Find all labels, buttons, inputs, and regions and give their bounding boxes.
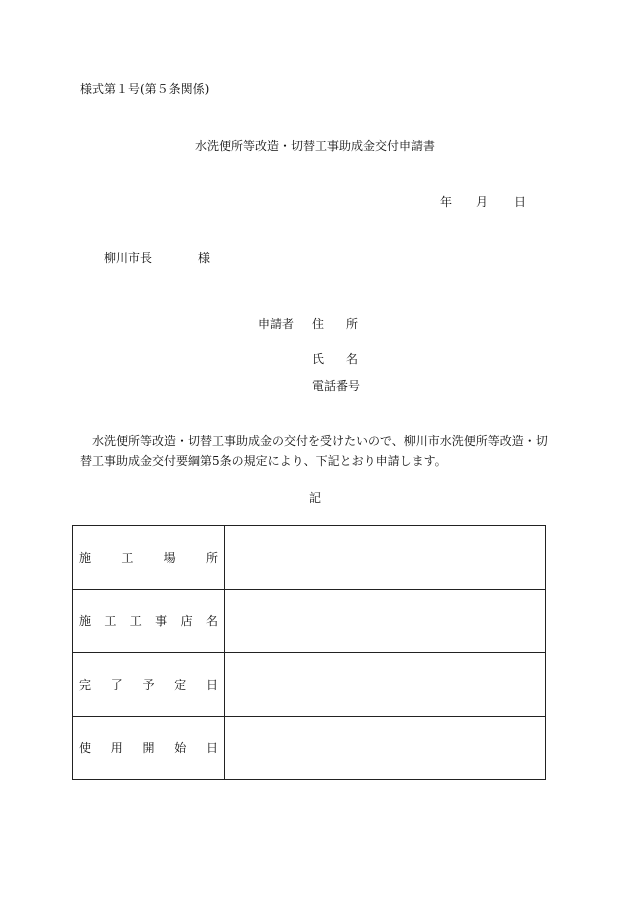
date-month-label: 月 <box>476 195 489 209</box>
row-label: 完 了 予 定 日 <box>79 677 218 692</box>
body-text: 水洗便所等改造・切替工事助成金の交付を受けたいので、柳川市水洗便所等改造・切替工事助成金交付要綱第5条の規定により、下記とおり申請します。 <box>80 434 548 468</box>
row-value-cell[interactable] <box>225 653 546 717</box>
addressee <box>104 249 210 266</box>
row-value-cell[interactable] <box>225 716 546 780</box>
address-label: 住所 <box>312 317 381 331</box>
phone-label: 電話番号 <box>312 379 361 393</box>
table-row <box>73 716 546 780</box>
row-label-cell <box>73 653 225 717</box>
addressee-honorific: 様 <box>198 251 211 265</box>
form-number: 様式第１号(第５条関係) <box>80 82 210 96</box>
row-label-cell <box>73 716 225 780</box>
row-label-cell <box>73 526 225 590</box>
date-day-label: 日 <box>514 195 527 209</box>
date-line <box>440 193 526 210</box>
row-label: 施 工 工 事 店 名 <box>79 614 218 629</box>
date-year-label: 年 <box>440 195 453 209</box>
document-title: 水洗便所等改造・切替工事助成金交付申請書 <box>194 139 435 153</box>
applicant-label: 申請者 <box>258 317 295 331</box>
table-row <box>73 526 546 590</box>
row-label-cell <box>73 589 225 653</box>
row-label: 施 工 場 所 <box>79 550 218 565</box>
table-row <box>73 589 546 653</box>
name-label: 氏名 <box>312 352 381 366</box>
ki-heading: 記 <box>308 491 321 505</box>
row-value-cell[interactable] <box>225 589 546 653</box>
details-table <box>72 525 546 780</box>
row-label: 使 用 開 始 日 <box>79 741 218 756</box>
addressee-name: 柳川市長 <box>104 251 153 265</box>
table-row <box>73 653 546 717</box>
row-value-cell[interactable] <box>225 526 546 590</box>
